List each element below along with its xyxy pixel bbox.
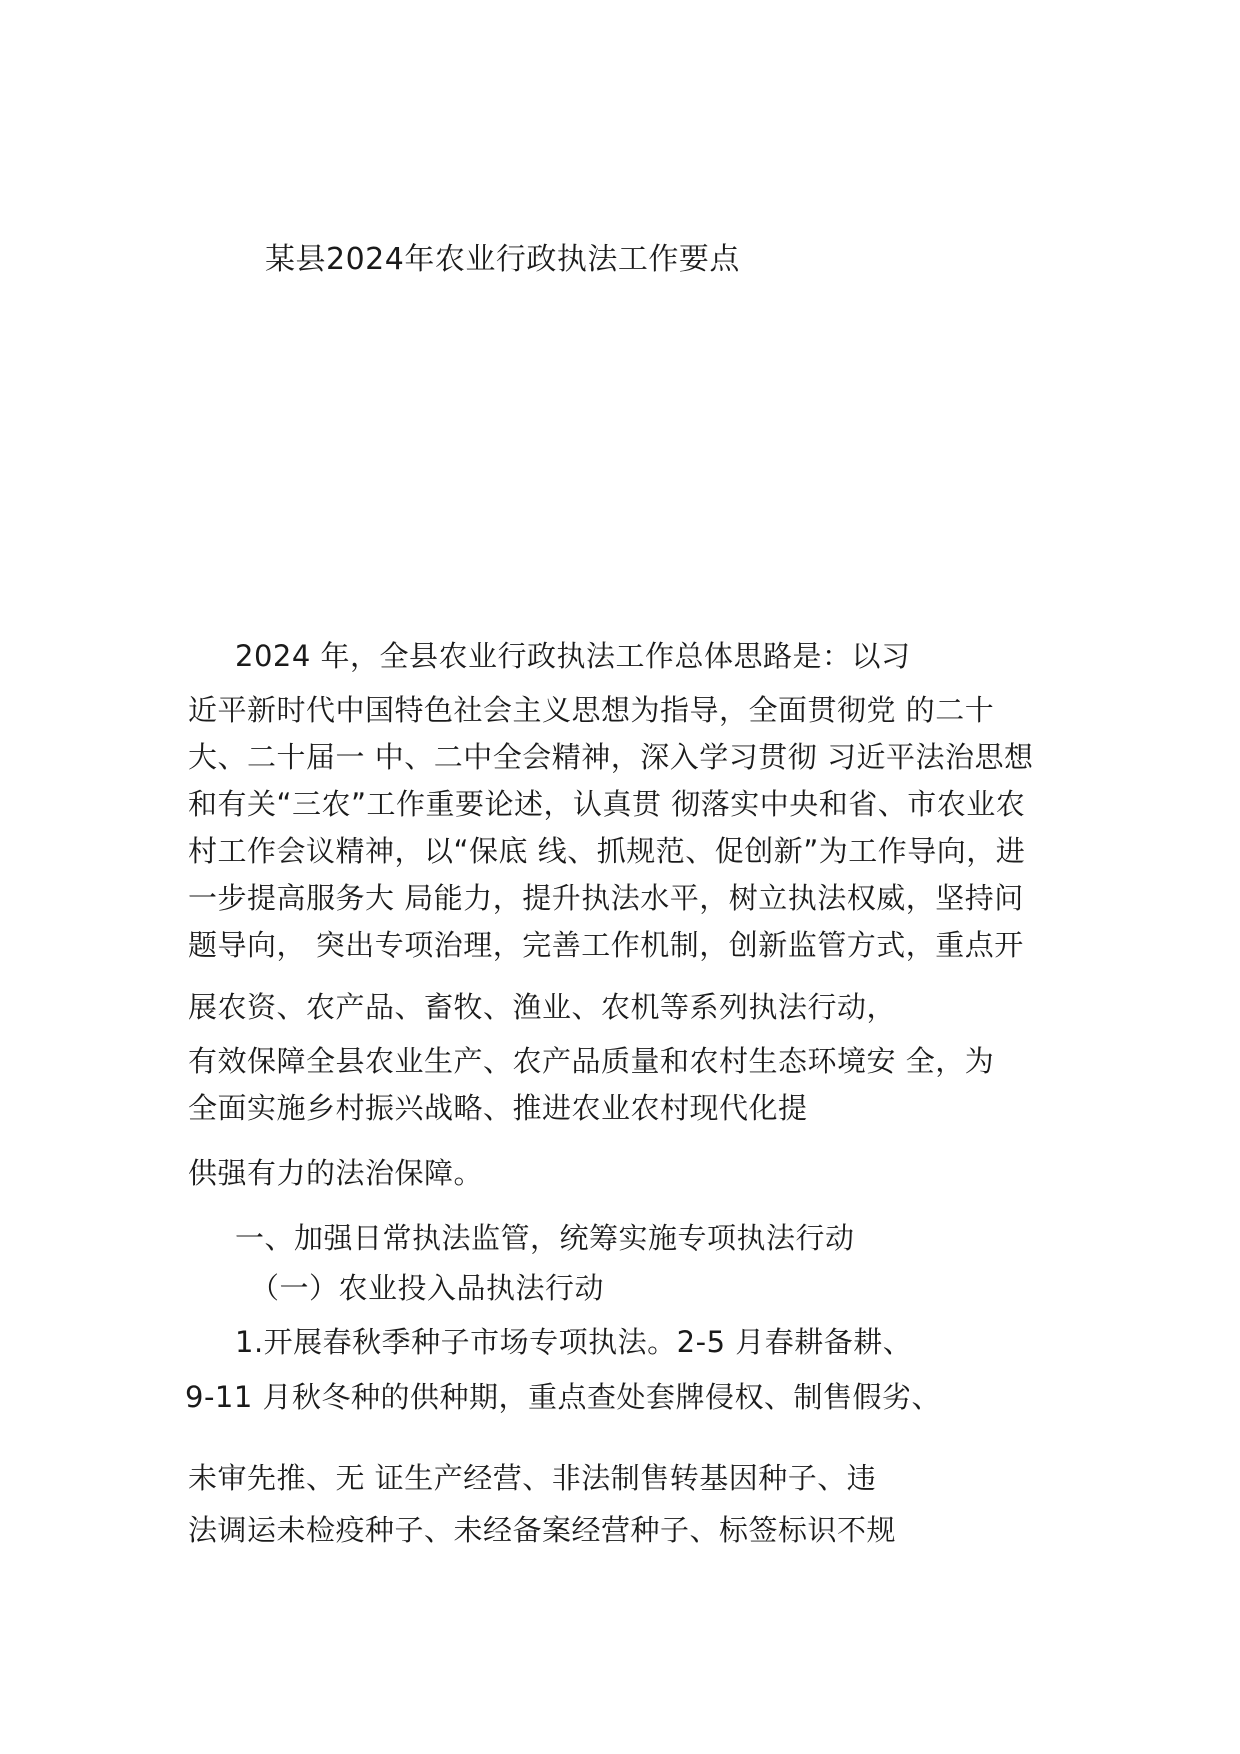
body-line: 供强有力的法治保障。 — [188, 1156, 484, 1190]
body-line: 近平新时代中国特色社会主义思想为指导，全面贯彻党 的二十 — [188, 693, 995, 727]
body-line: 和有关“三农”工作重要论述，认真贯 彻落实中央和省、市农业农 — [188, 787, 1026, 821]
body-line: 1.开展春秋季种子市场专项执法。2-5 月春耕备耕、 — [235, 1325, 913, 1359]
body-line: 展农资、农产品、畜牧、渔业、农机等系列执法行动， — [188, 990, 897, 1024]
body-line: 2024 年，全县农业行政执法工作总体思路是：以习 — [235, 639, 911, 673]
section-heading: 一、加强日常执法监管，统筹实施专项执法行动 — [235, 1221, 855, 1255]
body-line: 法调运未检疫种子、未经备案经营种子、标签标识不规 — [188, 1513, 897, 1547]
body-line: 9-11 月秋冬种的供种期，重点查处套牌侵权、制售假劣、 — [185, 1380, 942, 1414]
body-line: 一步提高服务大 局能力，提升执法水平，树立执法权威，坚持问 — [188, 881, 1024, 915]
subsection-heading: （一）农业投入品执法行动 — [250, 1271, 605, 1305]
body-line: 有效保障全县农业生产、农产品质量和农村生态环境安 全，为 — [188, 1044, 995, 1078]
body-line: 题导向， 突出专项治理，完善工作机制，创新监管方式，重点开 — [188, 928, 1024, 962]
body-line: 大、二十届一 中、二中全会精神，深入学习贯彻 习近平法治思想 — [188, 740, 1034, 774]
body-line: 全面实施乡村振兴战略、推进农业农村现代化提 — [188, 1091, 808, 1125]
body-line: 村工作会议精神，以“保底 线、抓规范、促创新”为工作导向，进 — [188, 834, 1026, 868]
document-title: 某县2024年农业行政执法工作要点 — [265, 242, 740, 277]
body-line: 未审先推、无 证生产经营、非法制售转基因种子、违 — [188, 1461, 877, 1495]
